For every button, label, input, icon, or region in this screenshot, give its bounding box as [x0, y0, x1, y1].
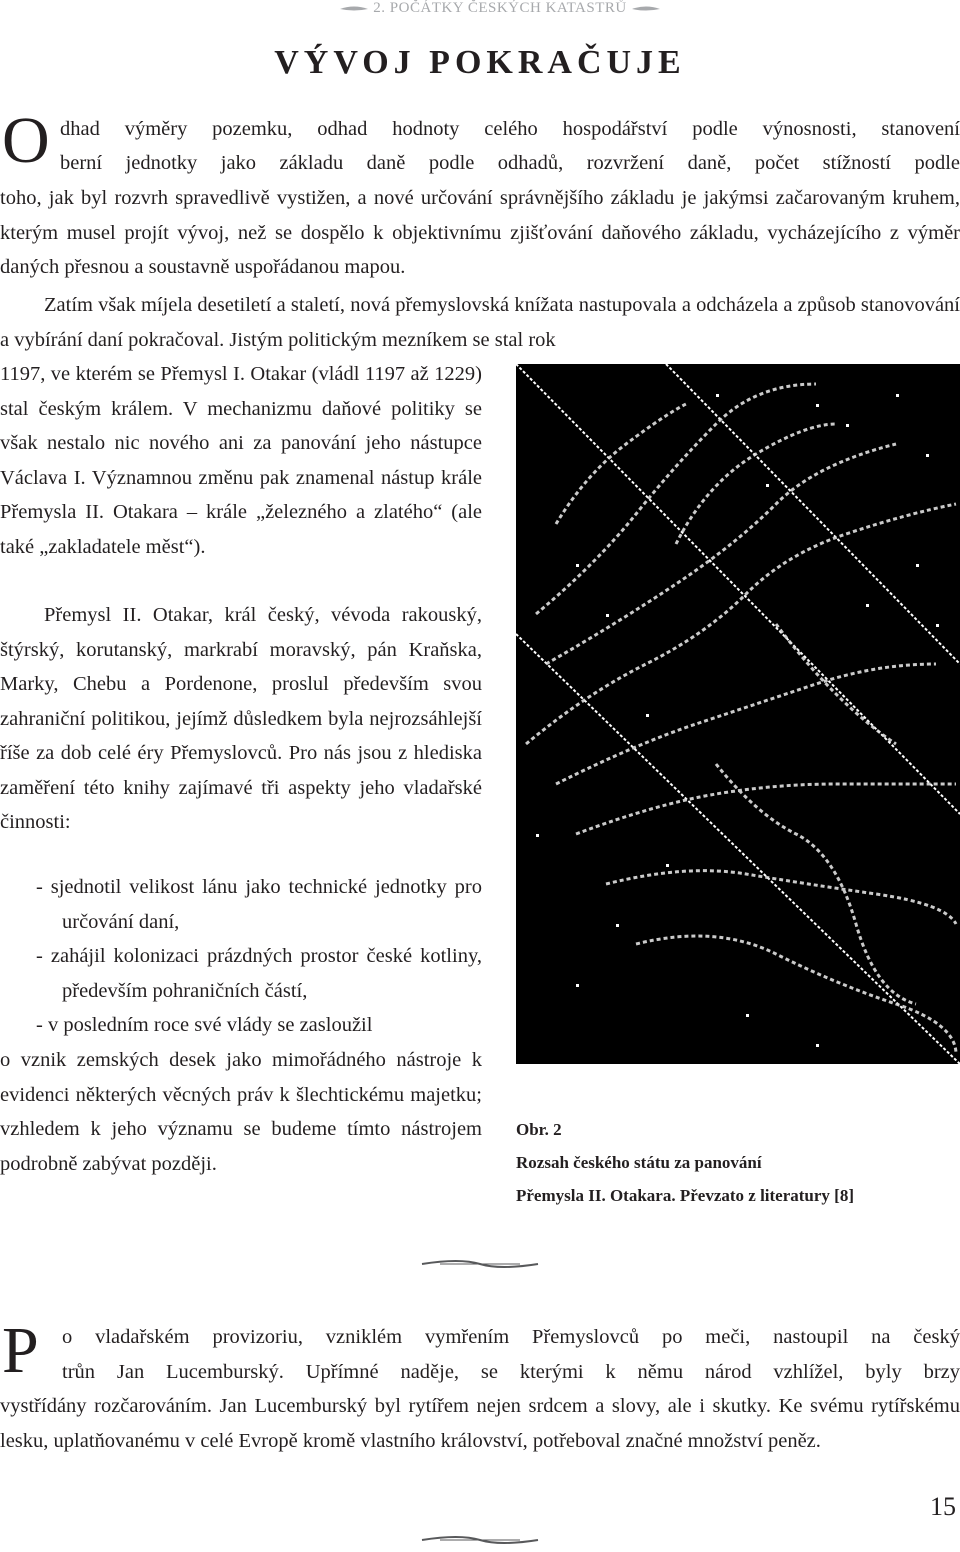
- ornament-left-icon: [339, 4, 369, 14]
- paragraph-2-narrow: 1197, ve kterém se Přemysl I. Otakar (vládl 1197 až 1229) stal českým králem. V mechanizmu daňové politiky se však nestalo nic nového ani za panování jeho nástupce Václava I. Významnou změnu pak znamenal nástup krále Přemysla II. Otakara – krále „železného a zlatého“ (ale také „zakladatele měst“).: [0, 363, 482, 558]
- paragraph-5-body: vystřídány rozčarováním. Jan Lucemburský byl rytířem nejen srdcem a slovy, ale i skutky. Ke svému rytířskému lesku, uplatňovanému v celé Evropě kromě vlastního království, potřeboval značné množství peněz.: [0, 1395, 960, 1452]
- dropcap-o: O: [2, 104, 50, 177]
- paragraph-3: Přemysl II. Otakar, král český, vévoda rakouský, štýrský, korutanský, markrabí moravský, pán Kraňska, Marky, Chebu a Pordenone, proslul především svou zahraniční politikou, jejímž důsledkem byla nejrozsáhlejší říše za dob celé éry Přemyslovců. Pro nás jsou z hlediska zaměření této knihy zajímavé tři aspekty jeho vladařské činnosti:: [0, 604, 482, 833]
- separator-ornament-bottom-icon: [420, 1534, 540, 1546]
- paragraph-1-body: toho, jak byl rozvrh spravedlivě vystižen, a nové určování správnějšího základu je jakýmsi začarovaným kruhem, kterým musel projít vývoj, než se dospělo k objektivnímu zjišťování daňového základu, vycházejícího z výměr daných přesnou a soustavně uspořádanou mapou.: [0, 187, 960, 278]
- paragraph-5-line-1: o vladařském provizoriu, vzniklém vymřením Přemyslovců po meči, nastoupil na český: [62, 1326, 960, 1348]
- page-title: VÝVOJ POKRAČUJE: [274, 44, 686, 81]
- figure-caption: [516, 1113, 956, 1212]
- running-head: [300, 0, 700, 24]
- paragraph-5-line-2: trůn Jan Lucemburský. Upřímné naděje, se kterými k němu národ vzhlížel, byly brzy: [62, 1361, 960, 1383]
- map-image: [516, 364, 960, 1064]
- caption-line-2: Přemysla II. Otakara. Převzato z literatury [8]: [516, 1186, 854, 1205]
- caption-line-1: Rozsah českého státu za panování: [516, 1153, 762, 1172]
- list-item: - v posledním roce své vlády se zasloužil: [36, 1014, 373, 1036]
- list-item: - sjednotil velikost lánu jako technické jednotky pro určování daní,: [36, 876, 482, 933]
- running-head-text: 2. POČÁTKY ČESKÝCH KATASTRŮ: [373, 0, 627, 16]
- separator-ornament-icon: [420, 1258, 540, 1270]
- paragraph-1-line-2: berní jednotky jako základu daně podle odhadů, rozvržení daně, počet stížností podle: [60, 152, 960, 174]
- aspect-list: [0, 870, 482, 1043]
- list-item: - zahájil kolonizaci prázdných prostor české kotliny, především pohraničních částí,: [36, 945, 482, 1002]
- dropcap-p: P: [2, 1314, 39, 1387]
- paragraph-1-line-1: dhad výměry pozemku, odhad hodnoty celého hospodářství podle výnosnosti, stanovení: [60, 118, 960, 140]
- paragraph-4: o vznik zemských desek jako mimořádného nástroje k evidenci některých věcných práv k šlechtickému majetku; vzhledem k jeho významu se budeme tímto nástrojem podrobně zabývat později.: [0, 1049, 482, 1175]
- page-number: 15: [930, 1492, 956, 1521]
- paragraph-2-wide: Zatím však míjela desetiletí a staletí, nová přemyslovská knížata nastupovala a odcházela a způsob stanovování a vybírání daní pokračoval. Jistým politickým mezníkem se stal rok: [0, 294, 960, 351]
- caption-number: Obr. 2: [516, 1120, 562, 1139]
- ornament-right-icon: [631, 4, 661, 14]
- map-figure: [516, 364, 960, 1064]
